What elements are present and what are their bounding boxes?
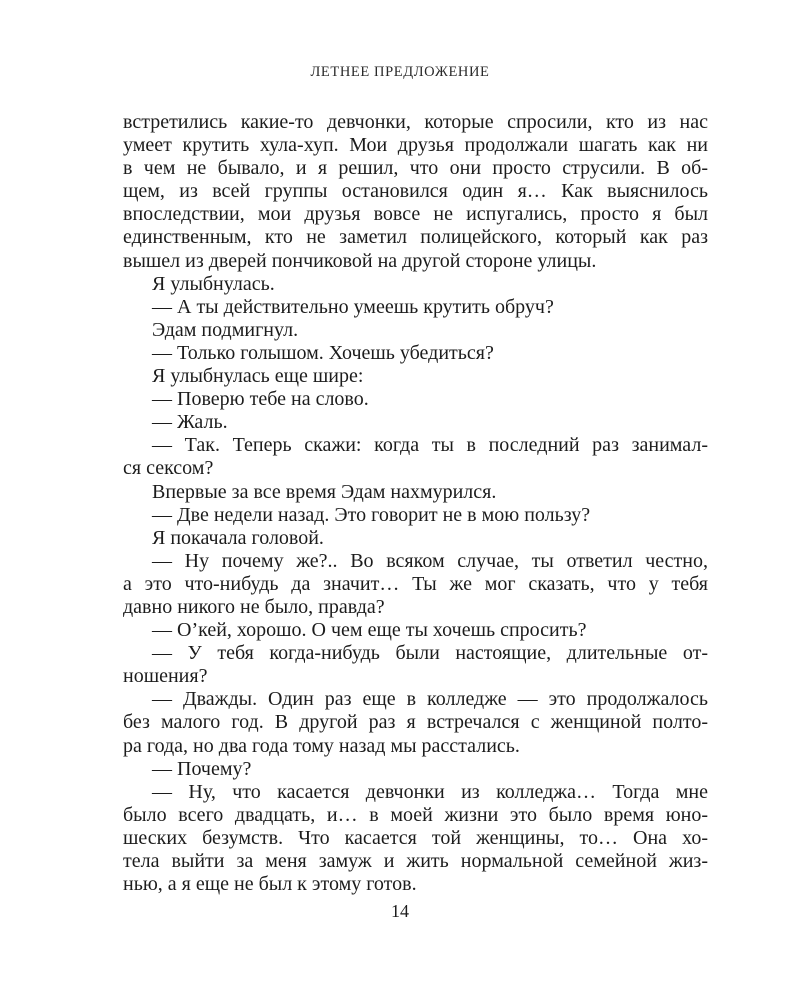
- text-line: а это что-нибудь да значит… Ты же мог сказать, что у тебя: [123, 572, 708, 595]
- text-line: — Только голышом. Хочешь убедиться?: [152, 341, 494, 364]
- text-line: встретились какие-то девчонки, которые спросили, кто из нас: [123, 111, 708, 133]
- text-line: Я покачала головой.: [152, 526, 324, 549]
- text-line: — О’кей, хорошо. О чем еще ты хочешь спросить?: [152, 619, 587, 642]
- text-line: — Ну, что касается девчонки из колледжа… Тогда мне: [152, 780, 708, 803]
- body-text: [123, 111, 708, 896]
- text-line: — У тебя когда-нибудь были настоящие, длительные от-: [152, 642, 708, 665]
- text-line: Я улыбнулась еще шире:: [152, 365, 364, 388]
- text-line: шеских безумств. Что касается той женщины, то… Она хо-: [123, 826, 708, 849]
- text-line: — Дважды. Один раз еще в колледже — это продолжалось: [152, 688, 708, 711]
- page-number: 14: [391, 901, 409, 921]
- text-line: было всего двадцать, и… в моей жизни это было время юно-: [123, 803, 708, 826]
- text-line: — Поверю тебе на слово.: [152, 388, 369, 411]
- text-line: ношения?: [123, 665, 208, 688]
- text-line: — Почему?: [152, 757, 252, 780]
- text-line: нью, а я еще не был к этому готов.: [123, 873, 417, 896]
- text-line: — Жаль.: [152, 411, 228, 434]
- text-line: в чем не бывало, и я решил, что они просто струсили. В об-: [123, 157, 708, 180]
- text-line: Эдам подмигнул.: [152, 318, 299, 341]
- text-line: — Так. Теперь скажи: когда ты в последний раз занимал-: [152, 434, 708, 457]
- text-line: Впервые за все время Эдам нахмурился.: [152, 480, 497, 503]
- text-line: умеет крутить хула-хуп. Мои друзья продолжали шагать как ни: [123, 134, 708, 157]
- text-line: единственным, кто не заметил полицейского, который как раз: [123, 226, 708, 249]
- text-line: ра года, но два года тому назад мы расстались.: [123, 734, 520, 757]
- text-line: — Две недели назад. Это говорит не в мою пользу?: [152, 503, 591, 526]
- running-head: ЛЕТНЕЕ ПРЕДЛОЖЕНИЕ: [310, 64, 490, 80]
- text-line: Я улыбнулась.: [152, 272, 275, 295]
- text-line: — А ты действительно умеешь крутить обруч?: [152, 295, 554, 318]
- text-line: без малого год. В другой раз я встречался с женщиной полто-: [123, 711, 708, 734]
- text-line: тела выйти за меня замуж и жить нормальной семейной жиз-: [123, 850, 708, 872]
- text-line: ся сексом?: [123, 457, 214, 480]
- text-line: щем, из всей группы остановился один я… Как выяснилось: [123, 180, 708, 203]
- text-line: впоследствии, мои друзья вовсе не испугались, просто я был: [123, 203, 708, 226]
- text-line: давно никого не было, правда?: [123, 595, 385, 618]
- text-line: — Ну почему же?.. Во всяком случае, ты ответил честно,: [152, 549, 708, 572]
- text-line: вышел из дверей пончиковой на другой стороне улицы.: [123, 249, 597, 272]
